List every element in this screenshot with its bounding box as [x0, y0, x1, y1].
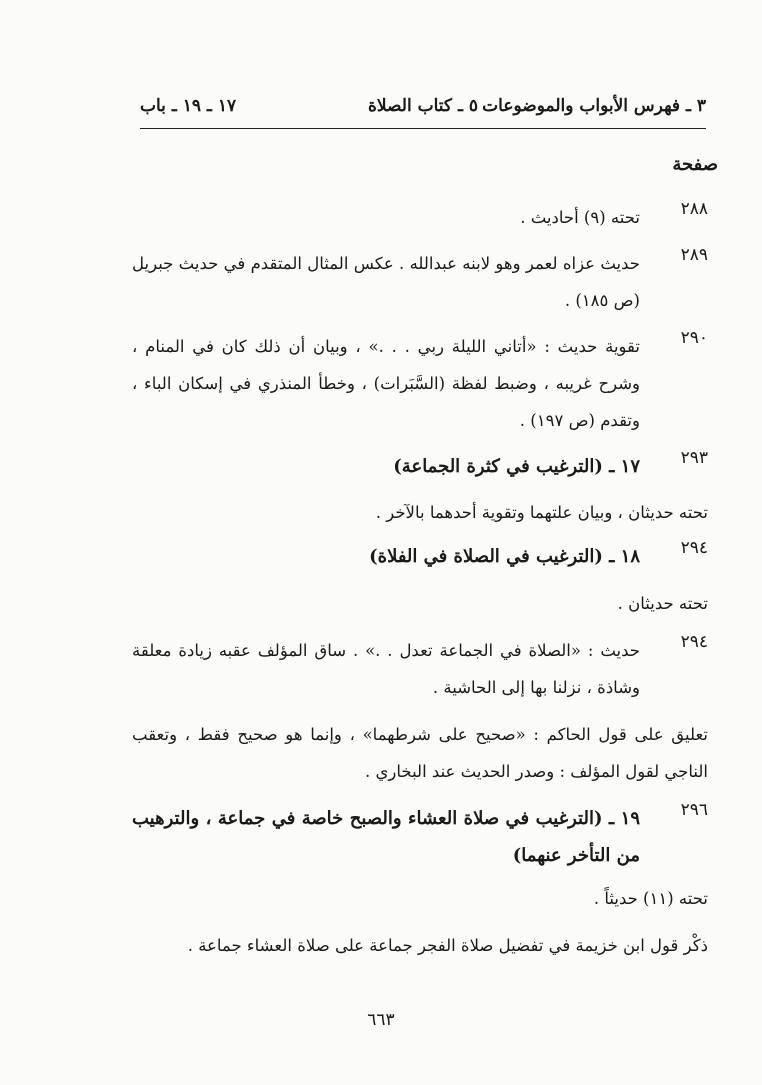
- entry-page-number: ٢٩٠: [680, 328, 708, 348]
- entry-text: تحته (١١) حديثاً .: [593, 889, 708, 908]
- entry-page-number: ٢٩٤: [680, 632, 708, 652]
- header-chapter-range: ١٧ ـ ١٩ ـ باب: [140, 96, 237, 116]
- header-book-title: ٥ ـ كتاب الصلاة: [368, 96, 478, 116]
- entry-text: حديث عزاه لعمر وهو لابنه عبدالله . عكس المثال المتقدم في حديث جبريل (ص ١٨٥) .: [132, 254, 640, 310]
- index-entry: [132, 927, 708, 964]
- index-entry: [132, 328, 708, 439]
- running-header: [140, 96, 706, 124]
- index-entry: [132, 800, 708, 874]
- chapter-heading: ١٩ ـ (الترغيب في صلاة العشاء والصبح خاصة في جماعة ، والترهيب من التأخر عنهما): [132, 808, 640, 866]
- index-entry: [132, 245, 708, 319]
- entry-text: ذكْر قول ابن خزيمة في تفضيل صلاة الفجر جماعة على صلاة العشاء جماعة .: [187, 936, 708, 955]
- entry-page-number: ٢٨٩: [680, 245, 708, 265]
- index-entry: [132, 448, 708, 485]
- entry-text: تحته حديثان ، وبيان علتهما وتقوية أحدهما بالآخر .: [375, 503, 708, 522]
- chapter-heading: ١٨ ـ (الترغيب في الصلاة في الفلاة): [369, 546, 640, 567]
- index-entry: [132, 716, 708, 790]
- page-column-title: صفحة: [672, 154, 718, 175]
- index-entry: [132, 199, 708, 236]
- page-number: ٦٦٣: [367, 1010, 395, 1030]
- entry-text: تعليق على قول الحاكم : «صحيح على شرطهما» ، وإنما هو صحيح فقط ، وتعقب الناجي لقول المؤلف : وصدر الحديث عند البخاري .: [132, 725, 708, 781]
- entry-page-number: ٢٨٨: [680, 199, 708, 219]
- entry-page-number: ٢٩٦: [680, 800, 708, 820]
- entry-text: حديث : «الصلاة في الجماعة تعدل . .» . ساق المؤلف عقبه زيادة معلقة وشاذة ، نزلنا بها إلى الحاشية .: [132, 641, 640, 697]
- index-entry: [132, 585, 708, 622]
- index-entry: [132, 880, 708, 917]
- index-entry: [132, 632, 708, 706]
- entry-text: تحته (٩) أحاديث .: [520, 208, 640, 227]
- chapter-heading: ١٧ ـ (الترغيب في كثرة الجماعة): [393, 456, 640, 477]
- header-rule: [140, 128, 706, 129]
- index-entry: [132, 538, 708, 575]
- entry-page-number: ٢٩٣: [680, 448, 708, 468]
- index-entry: [132, 494, 708, 531]
- header-section-title: ٣ ـ فهرس الأبواب والموضوعات: [482, 96, 706, 116]
- entry-page-number: ٢٩٤: [680, 538, 708, 558]
- entry-text: تحته حديثان .: [617, 594, 708, 613]
- entry-text: تقوية حديث : «أتاني الليلة ربي . . .» ، وبيان أن ذلك كان في المنام ، وشرح غريبه ، وضبط لفظة (السَّبَرات) ، وخطأ المنذري في إسكان الباء ، وتقدم (ص ١٩٧) .: [132, 337, 640, 430]
